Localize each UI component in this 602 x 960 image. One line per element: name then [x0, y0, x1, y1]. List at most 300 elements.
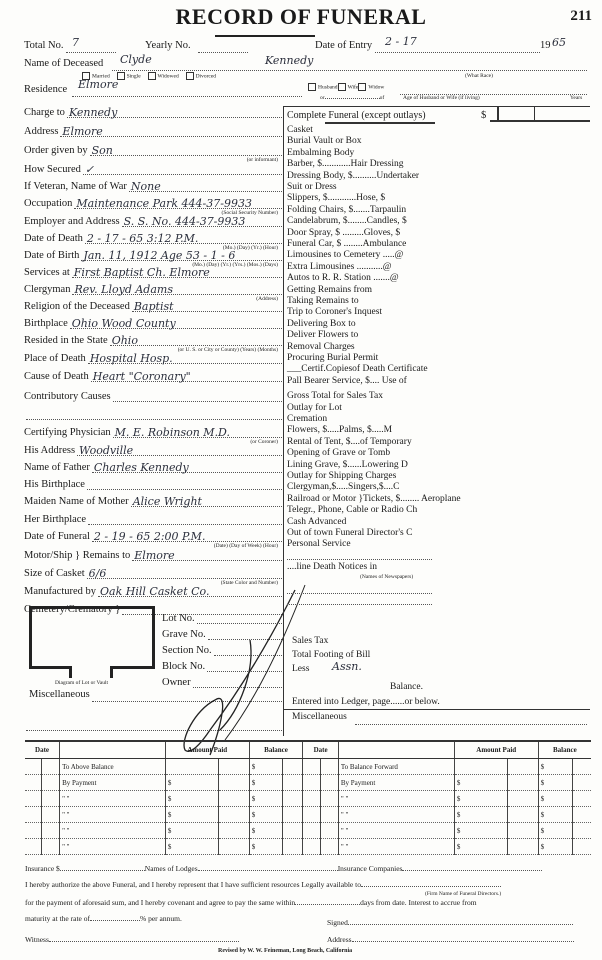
ledger-cell[interactable]	[321, 791, 339, 807]
field-label: Size of Casket	[24, 568, 85, 579]
field-line[interactable]	[72, 267, 282, 278]
total-no-line	[66, 42, 116, 53]
field-row[interactable]	[24, 404, 282, 420]
insurance-line: Insurance $ Names of Lodges Insurance Companies	[25, 864, 542, 873]
revision-credit: Revised by W. W. Feineman, Long Beach, California	[218, 948, 353, 954]
field-label: How Secured	[24, 164, 81, 175]
ledger-cell[interactable]	[283, 839, 303, 855]
ledger-cell[interactable]	[25, 791, 41, 807]
field-label: His Birthplace	[24, 479, 85, 490]
companies-label: Insurance Companies	[337, 864, 403, 873]
field-line[interactable]	[26, 409, 282, 420]
ledger-cell[interactable]	[507, 823, 538, 839]
ledger-cell[interactable]	[218, 823, 249, 839]
deceased-first-name: Clyde	[120, 53, 152, 66]
misc-right-label: Miscellaneous	[292, 712, 347, 722]
ledger-cell[interactable]: $	[538, 839, 572, 855]
signed-field[interactable]: Signed	[327, 918, 573, 927]
ledger-row[interactable]	[25, 775, 591, 791]
ledger-cell[interactable]	[283, 775, 303, 791]
lot-field-label: Grave No.	[162, 629, 206, 640]
charge-item: Door Spray, $ .........Gloves, $	[287, 227, 401, 238]
ledger-cell[interactable]	[507, 759, 538, 775]
field-note: (State Color and Number)	[220, 580, 278, 586]
total-no-label: Total No.	[24, 40, 64, 51]
ledger-header: Amount Paid	[454, 741, 538, 759]
field-line[interactable]	[74, 198, 282, 209]
yearly-no-label: Yearly No.	[145, 40, 191, 51]
title-underline	[215, 35, 315, 37]
charge-item: Telegr., Phone, Cable or Radio Ch	[287, 505, 418, 516]
ledger-cell[interactable]: $	[454, 791, 507, 807]
ledger-cell[interactable]	[303, 759, 321, 775]
charge-item: Opening of Grave or Tomb	[287, 448, 391, 459]
ledger-cell[interactable]: $	[249, 823, 283, 839]
charge-item: Getting Remains from	[287, 284, 372, 295]
residence-value: Elmore	[78, 78, 119, 91]
field-line[interactable]	[67, 107, 282, 118]
field-row[interactable]	[24, 386, 282, 402]
field-row[interactable]	[24, 330, 282, 353]
field-line[interactable]	[110, 335, 282, 346]
ledger-cell[interactable]: $	[165, 839, 218, 855]
ledger-cell[interactable]: By Payment	[338, 775, 454, 791]
ledger-cell[interactable]: $	[538, 775, 572, 791]
ledger-cell[interactable]: $	[454, 807, 507, 823]
field-row[interactable]	[24, 563, 282, 586]
race-line	[400, 84, 587, 95]
field-line[interactable]	[60, 126, 282, 137]
page-title: RECORD OF FUNERAL	[175, 4, 427, 29]
field-value: Baptist	[133, 300, 174, 313]
ledger-cell[interactable]	[41, 775, 59, 791]
date-entry-line	[375, 42, 540, 53]
field-row[interactable]	[24, 313, 282, 329]
field-label: Order given by	[24, 145, 88, 156]
charge-item: Limousines to Cemetery .....@	[287, 250, 404, 261]
interest-rate-line: maturity at the rate of % per annum.	[25, 914, 182, 923]
charge-item: Out of town Funeral Director's C	[287, 528, 413, 538]
charge-item: Outlay for Lot	[287, 402, 342, 413]
ledger-cell[interactable]	[573, 807, 591, 823]
charge-item: ___Certif.Copiesof Death Certificate	[287, 364, 428, 375]
charge-item	[287, 585, 432, 594]
payment-ledger	[25, 740, 591, 855]
ledger-cell[interactable]	[321, 807, 339, 823]
field-line[interactable]	[72, 284, 282, 295]
field-label: Cemetery/Crematory }	[24, 604, 121, 615]
ledger-cell[interactable]: $	[249, 839, 283, 855]
charge-item: Extra Limousines ...........@	[287, 261, 392, 272]
marital-status-options[interactable]: Married Single Widowed Divorced	[82, 72, 216, 80]
field-label: Date of Funeral	[24, 531, 90, 542]
ledger-header: Balance	[249, 741, 303, 759]
charge-item: Burial Vault or Box	[287, 136, 362, 147]
lot-field-label: Lot No.	[162, 613, 195, 624]
field-row[interactable]	[24, 457, 282, 473]
ledger-cell[interactable]: To Above Balance	[60, 759, 166, 775]
ledger-cell[interactable]	[321, 839, 339, 855]
deceased-name-label: Name of Deceased	[24, 58, 104, 69]
field-value: Woodville	[79, 444, 134, 457]
ledger-cell[interactable]	[573, 759, 591, 775]
field-note: (Address)	[256, 296, 278, 302]
ledger-cell[interactable]	[573, 775, 591, 791]
field-label: Charge to	[24, 107, 65, 118]
field-row[interactable]	[24, 193, 282, 216]
ledger-cell[interactable]	[321, 759, 339, 775]
field-label: If Veteran, Name of War	[24, 181, 127, 192]
field-line[interactable]	[88, 514, 282, 525]
field-line[interactable]	[91, 371, 282, 382]
ledger-cell[interactable]	[507, 775, 538, 791]
field-row[interactable]	[24, 422, 282, 445]
ledger-cell[interactable]: $	[165, 791, 218, 807]
ledger-header: Balance	[538, 741, 591, 759]
ledger-cell[interactable]	[41, 823, 59, 839]
ledger-cell[interactable]	[41, 791, 59, 807]
field-line[interactable]	[122, 216, 282, 227]
deceased-last-name: Kennedy	[265, 54, 314, 67]
charge-item: Removal Charges	[287, 341, 355, 352]
ledger-row[interactable]	[25, 839, 591, 855]
charge-item: Casket	[287, 125, 313, 135]
ledger-cell[interactable]: " "	[60, 791, 166, 807]
ledger-cell[interactable]	[25, 775, 41, 791]
diagram-caption: Diagram of Lot or Vault	[55, 680, 109, 686]
field-label: Her Birthplace	[24, 514, 87, 525]
field-note: (Date) (Day of Week) (Hour)	[213, 543, 278, 549]
ledger-cell[interactable]: " "	[60, 807, 166, 823]
field-value: Hospital Hosp.	[89, 352, 173, 365]
field-line[interactable]	[92, 462, 282, 473]
deceased-name-line	[112, 60, 587, 71]
ledger-cell[interactable]	[507, 807, 538, 823]
balance-label: Balance.	[390, 682, 423, 692]
field-value: Elmore	[62, 125, 103, 138]
ledger-cell[interactable]	[321, 775, 339, 791]
complete-funeral-label: Complete Funeral (except outlays)	[287, 110, 426, 121]
ledger-cell[interactable]	[573, 839, 591, 855]
lot-field-label: Section No.	[162, 645, 212, 656]
field-value: 6/6	[88, 567, 107, 580]
field-value: None	[130, 180, 161, 193]
ledger-header	[60, 741, 166, 759]
charge-item: (Names of Newspapers)	[360, 573, 414, 580]
ledger-cell[interactable]	[41, 759, 59, 775]
ledger-cell[interactable]: " "	[60, 839, 166, 855]
sales-tax-label: Sales Tax	[292, 636, 329, 646]
field-label: Birthplace	[24, 318, 68, 329]
field-line[interactable]	[87, 479, 282, 490]
ledger-cell[interactable]	[218, 807, 249, 823]
field-row[interactable]	[24, 545, 282, 561]
charge-item	[287, 596, 432, 605]
ledger-cell[interactable]: $	[249, 759, 283, 775]
field-row[interactable]	[24, 211, 282, 227]
ledger-cell[interactable]	[303, 839, 321, 855]
field-line[interactable]	[88, 353, 282, 364]
field-value: Son	[91, 144, 113, 157]
ledger-cell[interactable]: $	[538, 759, 572, 775]
field-value: Elmore	[134, 549, 175, 562]
ledger-cell[interactable]: $	[165, 775, 218, 791]
ledger-entry-label: Entered into Ledger, page......or below.	[292, 697, 440, 707]
ledger-cell[interactable]	[303, 791, 321, 807]
ledger-cell[interactable]: $	[454, 775, 507, 791]
ledger-header	[338, 741, 454, 759]
field-label: Cause of Death	[24, 371, 89, 382]
spouse-options[interactable]: Husband Wife Widow	[308, 83, 384, 91]
field-row[interactable]	[24, 526, 282, 549]
total-footing-label: Total Footing of Bill	[292, 650, 371, 660]
field-label: Resided in the State	[24, 335, 108, 346]
or-label: or	[320, 95, 325, 101]
field-line[interactable]	[83, 164, 282, 175]
ledger-row[interactable]	[25, 823, 591, 839]
charge-item: Barber, $............Hair Dressing	[287, 159, 404, 170]
ledger-cell[interactable]	[165, 759, 218, 775]
charge-item: Folding Chairs, $.......Tarpaulin	[287, 204, 407, 215]
charge-item: Candelabrum, $........Candles, $	[287, 216, 407, 227]
ledger-cell[interactable]	[41, 839, 59, 855]
field-row[interactable]	[24, 140, 282, 163]
ledger-cell[interactable]	[303, 775, 321, 791]
ledger-cell[interactable]	[507, 839, 538, 855]
field-label: Address	[24, 126, 59, 137]
total-no-value: 7	[72, 36, 79, 49]
ledger-cell[interactable]: $	[165, 807, 218, 823]
field-label: Date of Birth	[24, 250, 80, 261]
charge-item: Trip to Coroner's Inquest	[287, 307, 383, 318]
charge-item: Lining Grave, $......Lowering D	[287, 459, 408, 470]
field-value: Charles Kennedy	[93, 461, 189, 474]
date-entry-label: Date of Entry	[315, 40, 373, 51]
ledger-header: Date	[303, 741, 339, 759]
charge-item: Rental of Tent, $....of Temporary	[287, 436, 412, 447]
ledger-cell[interactable]: $	[249, 775, 283, 791]
field-value: Ohio Wood County	[71, 317, 176, 330]
field-label: Place of Death	[24, 353, 86, 364]
misc-left-label: Miscellaneous	[29, 689, 90, 700]
field-line[interactable]	[132, 301, 282, 312]
field-value: S. S. No. 444-37-9933	[123, 215, 246, 228]
signature-flourish	[170, 580, 310, 760]
field-value: Kennedy	[68, 106, 118, 119]
field-value: Ohio	[111, 334, 138, 347]
field-value: ✓	[84, 163, 95, 176]
ledger-cell[interactable]: " "	[338, 807, 454, 823]
ledger-cell[interactable]: $	[165, 823, 218, 839]
ledger-cell[interactable]: $	[538, 791, 572, 807]
field-value: Oak Hill Casket Co.	[100, 585, 210, 598]
field-label: Employer and Address	[24, 216, 120, 227]
ledger-cell[interactable]	[218, 791, 249, 807]
year-value: 65	[552, 36, 566, 49]
charge-item: Dressing Body, $..........Undertaker	[287, 170, 420, 181]
field-value: First Baptist Ch. Elmore	[73, 266, 210, 279]
charge-item: Slippers, $............Hose, $	[287, 193, 386, 204]
charge-item: Deliver Flowers to	[287, 330, 359, 341]
ledger-cell[interactable]	[25, 759, 41, 775]
charge-item: Autos to R. R. Station .......@	[287, 273, 399, 284]
ledger-cell[interactable]	[573, 791, 591, 807]
residence-label: Residence	[24, 84, 68, 95]
field-label: Clergyman	[24, 284, 71, 295]
ledger-cell[interactable]: By Payment	[60, 775, 166, 791]
charge-item: Personal Service	[287, 539, 351, 550]
field-row[interactable]	[24, 102, 282, 118]
charge-item: Taking Remains to	[287, 296, 359, 306]
field-note: (Social Security Number)	[221, 210, 278, 216]
field-row[interactable]	[24, 474, 282, 490]
field-value: 2 - 19 - 65 2:00 P.M.	[93, 530, 206, 543]
ledger-cell[interactable]	[25, 807, 41, 823]
charge-item: Outlay for Shipping Charges	[287, 471, 397, 481]
field-label: Services at	[24, 267, 70, 278]
field-label: Motor/Ship } Remains to	[24, 550, 131, 561]
less-value: Assn.	[332, 660, 362, 673]
charge-item: Suit or Dress	[287, 182, 337, 192]
field-line[interactable]	[77, 445, 282, 456]
lodges-label: Names of Lodges	[144, 864, 198, 873]
field-label: Occupation	[24, 198, 73, 209]
field-line[interactable]	[113, 427, 282, 438]
field-line[interactable]	[129, 181, 282, 192]
ledger-cell[interactable]	[573, 823, 591, 839]
field-line[interactable]	[81, 250, 282, 261]
charge-item: Delivering Box to	[287, 318, 356, 329]
ledger-cell[interactable]	[283, 823, 303, 839]
field-row[interactable]	[24, 296, 282, 312]
charge-item: Flowers, $.....Palms, $.....M	[287, 425, 393, 436]
ledger-cell[interactable]	[25, 823, 41, 839]
ledger-cell[interactable]	[41, 807, 59, 823]
ledger-cell[interactable]	[283, 759, 303, 775]
field-row[interactable]	[24, 491, 282, 507]
field-label: Name of Father	[24, 462, 90, 473]
years-label: Years	[570, 95, 583, 101]
ledger-cell[interactable]: " "	[338, 839, 454, 855]
ledger-cell[interactable]	[303, 807, 321, 823]
ledger-cell[interactable]: $	[454, 823, 507, 839]
field-value: Rev. Lloyd Adams	[74, 283, 173, 296]
field-line[interactable]	[132, 550, 282, 561]
field-label: Religion of the Deceased	[24, 301, 130, 312]
ledger-cell[interactable]: $	[538, 823, 572, 839]
charge-item: Pall Bearer Service, $.... Use of	[287, 375, 407, 386]
lot-field-label: Block No.	[162, 661, 206, 672]
ledger-cell[interactable]	[321, 823, 339, 839]
ledger-cell[interactable]: " "	[338, 791, 454, 807]
authorization-text: I hereby authorize the above Funeral, and I hereby represent that I have sufficient resources Legally available to	[25, 880, 501, 889]
what-race-note: (What Race)	[465, 73, 493, 79]
witness-field[interactable]: Witness	[25, 935, 239, 944]
field-row[interactable]	[24, 366, 282, 382]
less-label: Less	[292, 664, 310, 674]
field-line[interactable]	[85, 233, 282, 244]
field-row[interactable]	[24, 121, 282, 137]
charge-item: Gross Total for Sales Tax	[287, 391, 383, 402]
ledger-cell[interactable]: To Balance Forward	[338, 759, 454, 775]
field-row[interactable]	[24, 245, 282, 268]
field-label: Date of Death	[24, 233, 83, 244]
charge-item: Cash Advanced	[287, 516, 347, 527]
field-value: Heart "Coronary"	[92, 370, 191, 383]
field-label: His Address	[24, 445, 76, 456]
field-note: (or Coroner)	[250, 439, 278, 445]
ledger-cell[interactable]: $	[249, 791, 283, 807]
ledger-cell[interactable]: " "	[338, 823, 454, 839]
complete-funeral-dollar: $	[481, 110, 487, 121]
field-row[interactable]	[24, 228, 282, 251]
field-line[interactable]	[90, 145, 282, 156]
yearly-no-line	[198, 42, 248, 53]
ledger-row[interactable]	[25, 759, 591, 775]
year-prefix: 19	[540, 40, 551, 51]
ledger-cell[interactable]	[454, 759, 507, 775]
field-value: Maintenance Park 444-37-9933	[76, 197, 252, 210]
ledger-cell[interactable]: " "	[60, 823, 166, 839]
field-row[interactable]	[24, 440, 282, 456]
field-line[interactable]	[70, 318, 282, 329]
ledger-header: Date	[25, 741, 60, 759]
firm-name-note: (Firm Name of Funeral Directors.)	[425, 891, 502, 897]
ledger-cell[interactable]	[283, 791, 303, 807]
field-line[interactable]	[87, 568, 282, 579]
ledger-row[interactable]	[25, 791, 591, 807]
ledger-cell[interactable]	[283, 807, 303, 823]
payment-terms: for the payment of aforesaid sum, and I hereby covenant and agree to pay the same within days from date. Interest to accrue from	[25, 898, 477, 907]
age-spouse-label: Age of Husband or Wife (if living)	[403, 95, 480, 101]
field-row[interactable]	[24, 262, 282, 278]
field-row[interactable]	[24, 279, 282, 302]
field-line[interactable]	[131, 496, 282, 507]
field-row[interactable]	[24, 348, 282, 364]
ledger-cell[interactable]	[218, 759, 249, 775]
ledger-cell[interactable]	[303, 823, 321, 839]
charge-item: ....line Death Notices in	[287, 562, 377, 573]
field-label: Manufactured by	[24, 586, 97, 597]
field-line[interactable]	[92, 531, 282, 542]
field-row[interactable]	[24, 159, 282, 175]
ledger-row[interactable]	[25, 807, 591, 823]
field-note: (or U. S. or City or County) (Years) (Months)	[177, 347, 278, 353]
ledger-cell[interactable]: $	[538, 807, 572, 823]
field-value: Jan. 11, 1912 Age 53 - 1 - 6	[83, 249, 236, 262]
address-field[interactable]: Address	[327, 935, 574, 944]
charge-item: Procuring Burial Permit	[287, 353, 379, 363]
charge-item: Railroad or Motor }Tickets, $........ Aeroplane	[287, 493, 461, 504]
field-note: (Mo.) (Day) (Yr.) (Yrs.) (Mos.) (Days)	[192, 262, 278, 268]
field-label: Contributory Causes	[24, 391, 111, 402]
ledger-header: Amount Paid	[165, 741, 249, 759]
field-value: Alice Wright	[132, 495, 202, 508]
field-line[interactable]	[113, 391, 282, 402]
date-entry-value: 2 - 17	[385, 35, 417, 48]
field-value: 2 - 17 - 65 3:12 P.M.	[86, 232, 199, 245]
ledger-cell[interactable]: $	[249, 807, 283, 823]
ledger-cell[interactable]	[25, 839, 41, 855]
ledger-cell[interactable]	[218, 839, 249, 855]
field-row[interactable]	[24, 176, 282, 192]
ledger-cell[interactable]: $	[454, 839, 507, 855]
field-row[interactable]	[24, 509, 282, 525]
charge-item: Cremation	[287, 414, 328, 424]
field-value: M. E. Robinson M.D.	[114, 426, 230, 439]
ledger-cell[interactable]	[218, 775, 249, 791]
ledger-cell[interactable]	[507, 791, 538, 807]
